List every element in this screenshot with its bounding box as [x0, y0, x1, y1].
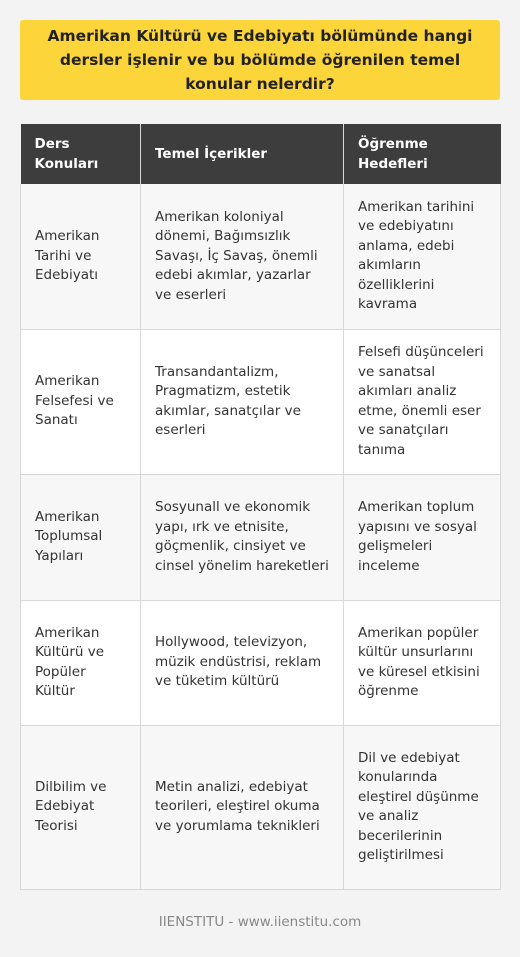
- table-row: [21, 725, 501, 889]
- row-content: Transandantalizm, Pragmatizm, estetik akımlar, sanatçılar ve eserleri: [141, 329, 344, 474]
- row-goal: Dil ve edebiyat konularında eleştirel düşünme ve analiz becerilerinin geliştirilmesi: [344, 725, 501, 889]
- row-goal: Amerikan popüler kültür unsurlarını ve küresel etkisini öğrenme: [344, 600, 501, 725]
- header-topics: Ders Konuları: [21, 124, 141, 184]
- table-row: [21, 329, 501, 474]
- courses-table: [20, 124, 501, 890]
- row-topic: Amerikan Tarihi ve Edebiyatı: [21, 184, 141, 329]
- row-topic: Amerikan Kültürü ve Popüler Kültür: [21, 600, 141, 725]
- row-content: Amerikan koloniyal dönemi, Bağımsızlık Savaşı, İç Savaş, önemli edebi akımlar, yazarlar ve eserleri: [141, 184, 344, 329]
- row-goal: Felsefi düşünceleri ve sanatsal akımları analiz etme, önemli eser ve sanatçıları tanıma: [344, 329, 501, 474]
- header-goals: Öğrenme Hedefleri: [344, 124, 501, 184]
- row-goal: Amerikan tarihini ve edebiyatını anlama, edebi akımların özelliklerini kavrama: [344, 184, 501, 329]
- row-content: Hollywood, televizyon, müzik endüstrisi, reklam ve tüketim kültürü: [141, 600, 344, 725]
- table-row: [21, 600, 501, 725]
- row-topic: Amerikan Toplumsal Yapıları: [21, 474, 141, 600]
- table-header-row: [21, 124, 501, 184]
- question-banner: [20, 20, 500, 100]
- footer-credit: IIENSTITU - www.iienstitu.com: [158, 914, 362, 930]
- row-content: Metin analizi, edebiyat teorileri, eleştirel okuma ve yorumlama teknikleri: [141, 725, 344, 889]
- row-topic: Dilbilim ve Edebiyat Teorisi: [21, 725, 141, 889]
- row-content: Sosyunall ve ekonomik yapı, ırk ve etnisite, göçmenlik, cinsiyet ve cinsel yönelim hareketleri: [141, 474, 344, 600]
- row-goal: Amerikan toplum yapısını ve sosyal gelişmeleri inceleme: [344, 474, 501, 600]
- question-text: Amerikan Kültürü ve Edebiyatı bölümünde hangi dersler işlenir ve bu bölümde öğrenilen temel konular nelerdir?: [47, 27, 473, 93]
- row-topic: Amerikan Felsefesi ve Sanatı: [21, 329, 141, 474]
- header-contents: Temel İçerikler: [141, 124, 344, 184]
- table-row: [21, 184, 501, 329]
- table-row: [21, 474, 501, 600]
